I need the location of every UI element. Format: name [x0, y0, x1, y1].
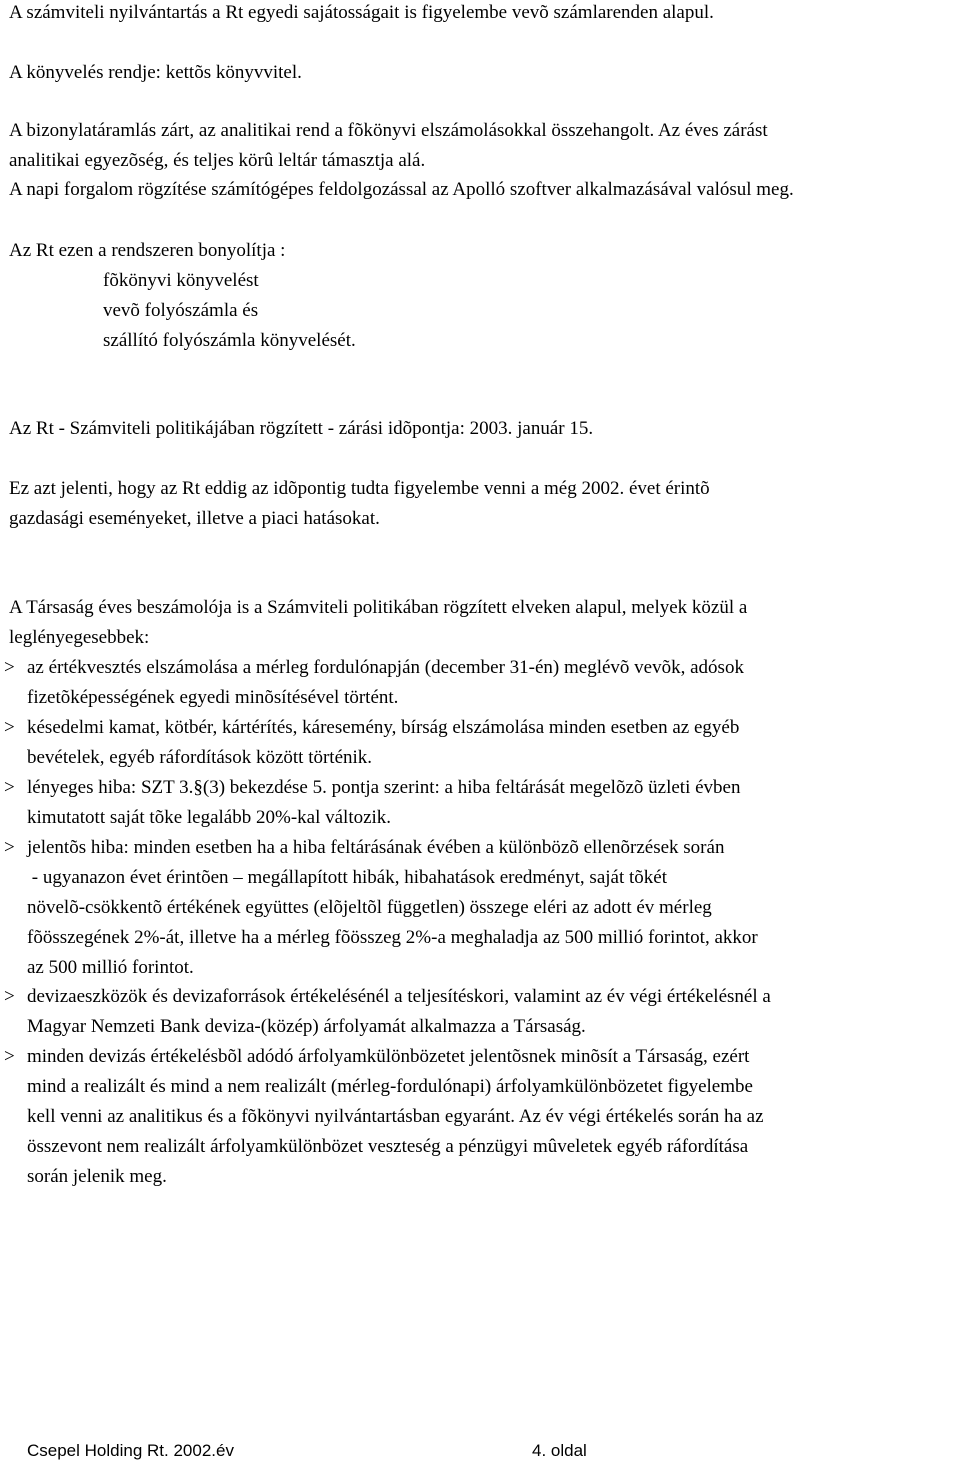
bullet-6-line: minden devizás értékelésbõl adódó árfolyamkülönbözetet jelentõsnek minõsít a Társaság, ezért — [27, 1046, 750, 1067]
report-lead-2: leglényegesebbek: — [9, 627, 150, 648]
bullet-2-line: késedelmi kamat, kötbér, kártérítés, káresemény, bírság elszámolása minden esetben az egyéb — [27, 717, 740, 738]
bullet-marker: > — [4, 777, 15, 798]
bullet-3-line: kimutatott saját tõke legalább 20%-kal változik. — [27, 807, 392, 828]
bullet-4-line: jelentõs hiba: minden esetben ha a hiba feltárásának évében a különbözõ ellenõrzések során — [27, 837, 725, 858]
intro-line-5: A napi forgalom rögzítése számítógépes feldolgozással az Apolló szoftver alkalmazásával valósul meg. — [9, 179, 794, 200]
bullet-6-line: összevont nem realizált árfolyamkülönbözet veszteség a pénzügyi mûveletek egyéb ráfordítása — [27, 1136, 749, 1157]
bullet-marker: > — [4, 837, 15, 858]
system-item: szállító folyószámla könyvelését. — [103, 330, 356, 351]
bullet-5-line: Magyar Nemzeti Bank deviza-(közép) árfolyamát alkalmazza a Társaság. — [27, 1016, 586, 1037]
bullet-4-line: növelõ-csökkentõ értékének együttes (elõjeltõl független) összege eléri az adott év mérleg — [27, 897, 712, 918]
system-lead: Az Rt ezen a rendszeren bonyolítja : — [9, 240, 286, 261]
bullet-3-line: lényeges hiba: SZT 3.§(3) bekezdése 5. pontja szerint: a hiba feltárását megelõzõ üzleti évben — [27, 777, 741, 798]
bullet-1-line: az értékvesztés elszámolása a mérleg fordulónapján (december 31-én) meglévõ vevõk, adósok — [27, 657, 744, 678]
intro-line-2: A könyvelés rendje: kettõs könyvvitel. — [9, 62, 302, 83]
bullet-2-line: bevételek, egyéb ráfordítások között történik. — [27, 747, 373, 768]
meaning-line-1: Ez azt jelenti, hogy az Rt eddig az idõpontig tudta figyelembe venni a még 2002. évet érintõ — [9, 478, 710, 499]
bullet-4-line: az 500 millió forintot. — [27, 957, 194, 978]
intro-line-3: A bizonylatáramlás zárt, az analitikai rend a fõkönyvi elszámolásokkal összehangolt. Az éves zárást — [9, 120, 768, 141]
footer-page-number: 4. oldal — [532, 1441, 587, 1460]
bullet-4-line: fõösszegének 2%-át, illetve ha a mérleg fõösszeg 2%-a meghaladja az 500 millió forintot, akkor — [27, 927, 758, 948]
closing-date: Az Rt - Számviteli politikájában rögzített - zárási idõpontja: 2003. január 15. — [9, 418, 594, 439]
bullet-1-line: fizetõképességének egyedi minõsítésével történt. — [27, 687, 399, 708]
bullet-6-line: mind a realizált és mind a nem realizált (mérleg-fordulónapi) árfolyamkülönbözetet figyelembe — [27, 1076, 753, 1097]
meaning-line-2: gazdasági eseményeket, illetve a piaci hatásokat. — [9, 508, 380, 529]
bullet-marker: > — [4, 1046, 15, 1067]
bullet-6-line: során jelenik meg. — [27, 1166, 167, 1187]
intro-line-1: A számviteli nyilvántartás a Rt egyedi sajátosságait is figyelembe vevõ számlarenden alapul. — [9, 2, 714, 23]
bullet-4-line: - ugyanazon évet érintõen – megállapított hibák, hibahatások eredményt, saját tõkét — [27, 867, 667, 888]
footer-company: Csepel Holding Rt. 2002.év — [27, 1441, 234, 1460]
bullet-marker: > — [4, 717, 15, 738]
bullet-5-line: devizaeszközök és devizaforrások értékelésénél a teljesítéskori, valamint az év végi értékelésnél a — [27, 986, 771, 1007]
system-item: fõkönyvi könyvelést — [103, 270, 259, 291]
intro-line-4: analitikai egyezõség, és teljes körû leltár támasztja alá. — [9, 150, 426, 171]
report-lead-1: A Társaság éves beszámolója is a Számviteli politikában rögzített elveken alapul, melyek közül a — [9, 597, 748, 618]
bullet-marker: > — [4, 986, 15, 1007]
system-item: vevõ folyószámla és — [103, 300, 259, 321]
bullet-marker: > — [4, 657, 15, 678]
bullet-6-line: kell venni az analitikus és a fõkönyvi nyilvántartásban egyaránt. Az év végi értékelés során ha az — [27, 1106, 764, 1127]
